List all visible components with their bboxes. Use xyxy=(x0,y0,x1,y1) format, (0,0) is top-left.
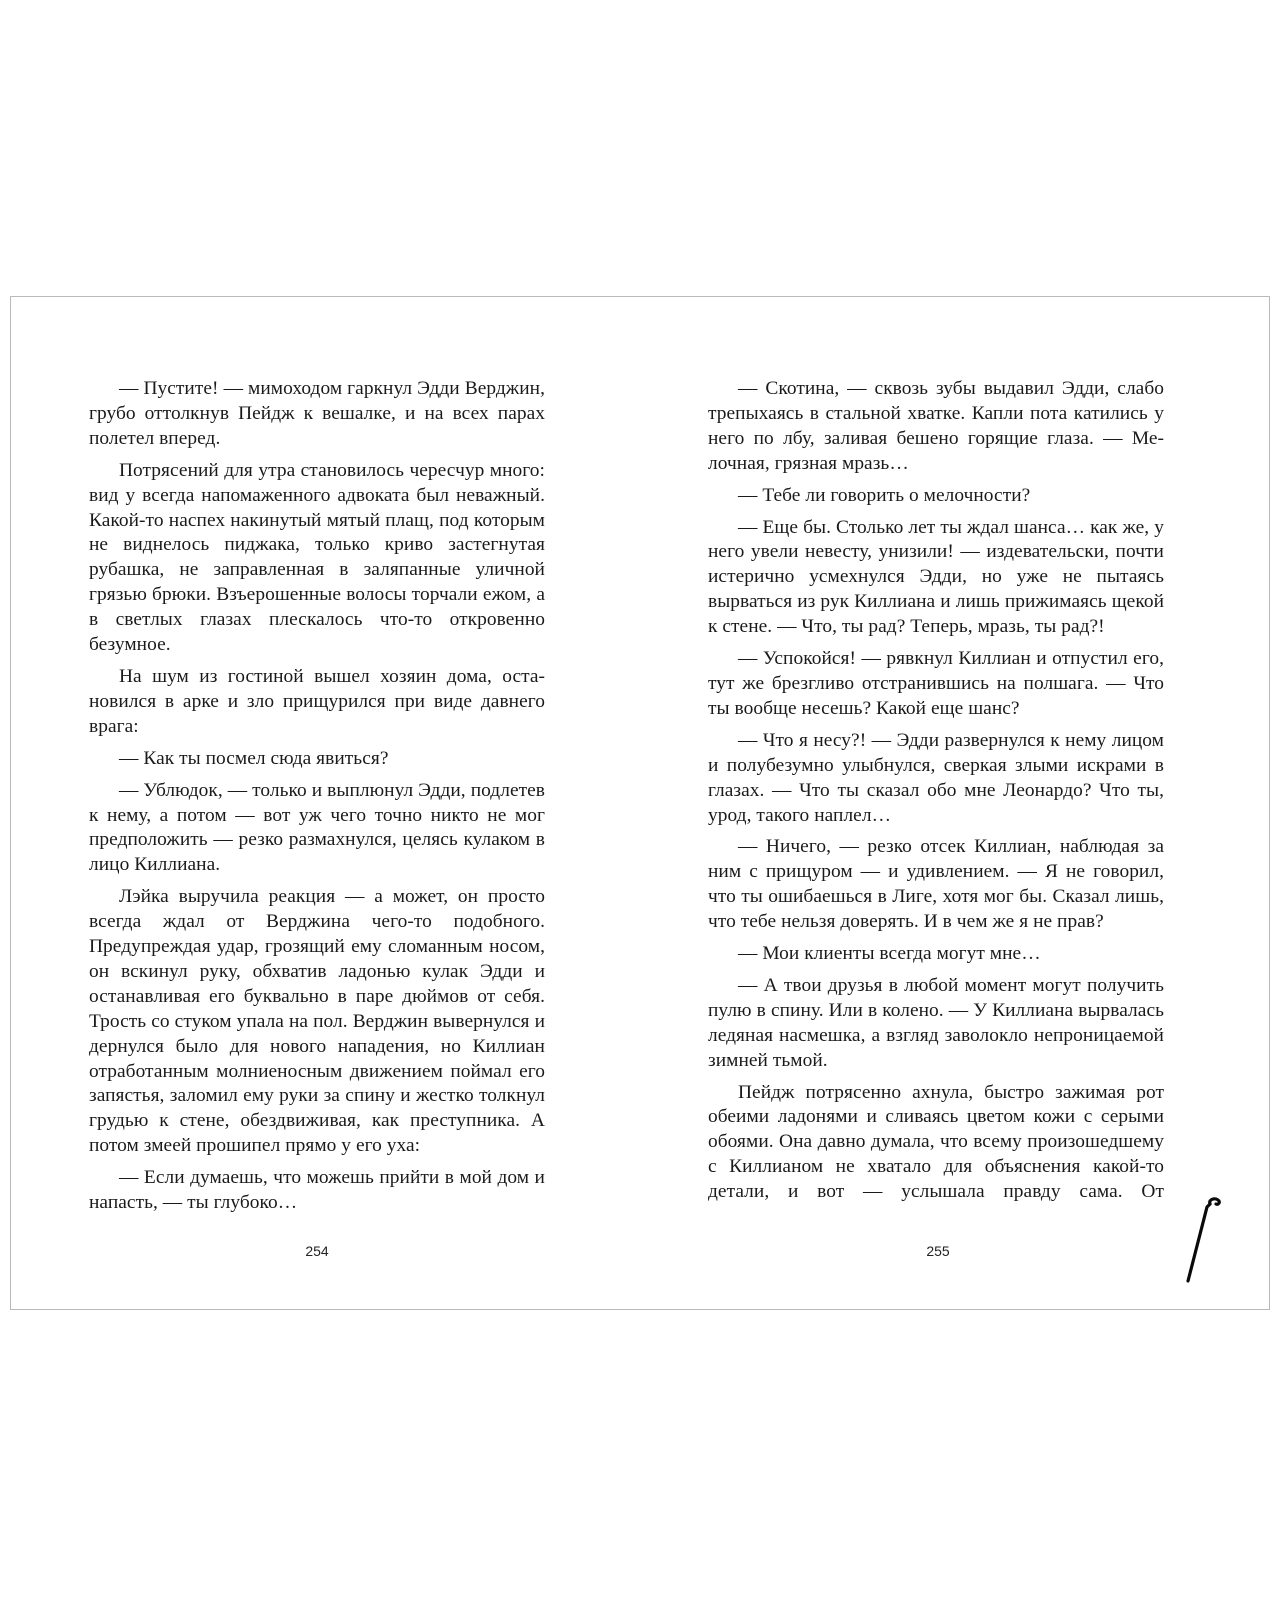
right-paragraph-1: — Скотина, — сквозь зубы выдавил Эдди, слабо трепыхаясь в стальной хватке. Капли пота катились у него по лбу, заливая бешено горящие глаза. — Мелочная, грязная мразь… xyxy=(708,378,1164,474)
right-paragraph-4: — Успокойся! — рявкнул Киллиан и отпустил его, тут же брезгливо отстранившись на полшага. — Что ты вообще несешь? Какой еще шанс? xyxy=(708,648,1164,719)
left-paragraph-3: На шум из гостиной вышел хозяин дома, остановился в арке и зло прищурился при виде давнего врага: xyxy=(89,665,545,737)
right-paragraph-3: — Еще бы. Столько лет ты ждал шанса… как же, у него увели невесту, унизили! — издевательски, почти истерично усмехнулся Эдди, но уже не пытаясь вырваться из рук Киллиана и лишь прижимаясь щекой к стене. — Что, ты рад? Теперь, мразь, ты рад?! xyxy=(708,516,1164,638)
book-spread xyxy=(10,296,1270,1310)
right-paragraph-2: — Тебе ли говорить о мелочности? xyxy=(738,484,1031,506)
right-paragraph-8: — А твои друзья в любой момент могут получить пулю в спину. Или в колено. — У Киллиана вырвалась ледяная насмешка, а взгляд заволокло непроницаемой зимней тьмой. xyxy=(708,974,1164,1071)
right-paragraph-5: — Что я несу?! — Эдди развернулся к нему лицом и полубезумно улыбнулся, сверкая злыми искрами в глазах. — Что ты сказал обо мне Леонардо? Что ты, урод, такого наплел… xyxy=(708,729,1164,826)
left-paragraph-1: — Пустите! — мимоходом гаркнул Эдди Верджин, грубо оттолкнув Пейдж к вешалке, и на всех парах полетел вперед. xyxy=(89,378,545,449)
left-paragraph-4: — Как ты посмел сюда явиться? xyxy=(119,747,389,769)
right-paragraph-7: — Мои клиенты всегда могут мне… xyxy=(738,943,1041,965)
left-paragraph-6: Лэйка выручила реакция — а может, он просто всегда ждал от Верджина чего-то подобного. Предупреждая удар, грозящий ему сломанным носом, он вскинул руку, обхватив ладонью кулак Эдди и останавливая его буквально в паре дюймов от себя. Трость со стуком упала на пол. Верджин вывернулся и дернулся было для нового нападения, но Киллиан отработанным молниеносным движением поймал его запястья, заломил ему руки за спину и жестко толкнул грудью к стене, обездвиживая, как преступника. А потом змеей прошипел прямо у его уха: xyxy=(89,886,545,1157)
left-page-text xyxy=(89,377,545,1216)
left-paragraph-7: — Если думаешь, что можешь прийти в мой дом и напасть, — ты глубоко… xyxy=(89,1167,545,1214)
left-paragraph-2: Потрясений для утра становилось чересчур много: вид у всегда напомаженного адвоката был неважный. Какой-то наспех накинутый мятый плащ, под которым не виднелось пиджака, только криво застегнутая рубашка, не заправленная в заляпанные уличной грязью брюки. Взъерошенные волосы торчали ежом, а в светлых глазах плескалось что-то откровенно безумное. xyxy=(89,459,545,656)
cane-mark-icon xyxy=(1180,1195,1230,1285)
right-paragraph-9: Пейдж потрясенно ахнула, быстро зажимая рот обеими ладонями и сливаясь цветом кожи с серыми обоями. Она давно думала, что всему произошедшему с Киллианом не хватало для объяснения какой-то детали, и вот — услышала правду сама. От xyxy=(708,1081,1164,1203)
right-page-text xyxy=(708,377,1164,1205)
page-number-right: 255 xyxy=(926,1243,950,1259)
left-paragraph-5: — Ублюдок, — только и выплюнул Эдди, подлетев к нему, а потом — вот уж чего точно никто не мог предположить — резко размахнулся, целясь кулаком в лицо Киллиана. xyxy=(89,779,545,876)
right-paragraph-6: — Ничего, — резко отсек Киллиан, наблюдая за ним с прищуром — и удивлением. — Я не говорил, что ты ошибаешься в Лиге, хотя мог бы. Сказал лишь, что тебе нельзя доверять. И в чем же я не прав? xyxy=(708,836,1164,933)
page-number-left: 254 xyxy=(305,1243,329,1259)
